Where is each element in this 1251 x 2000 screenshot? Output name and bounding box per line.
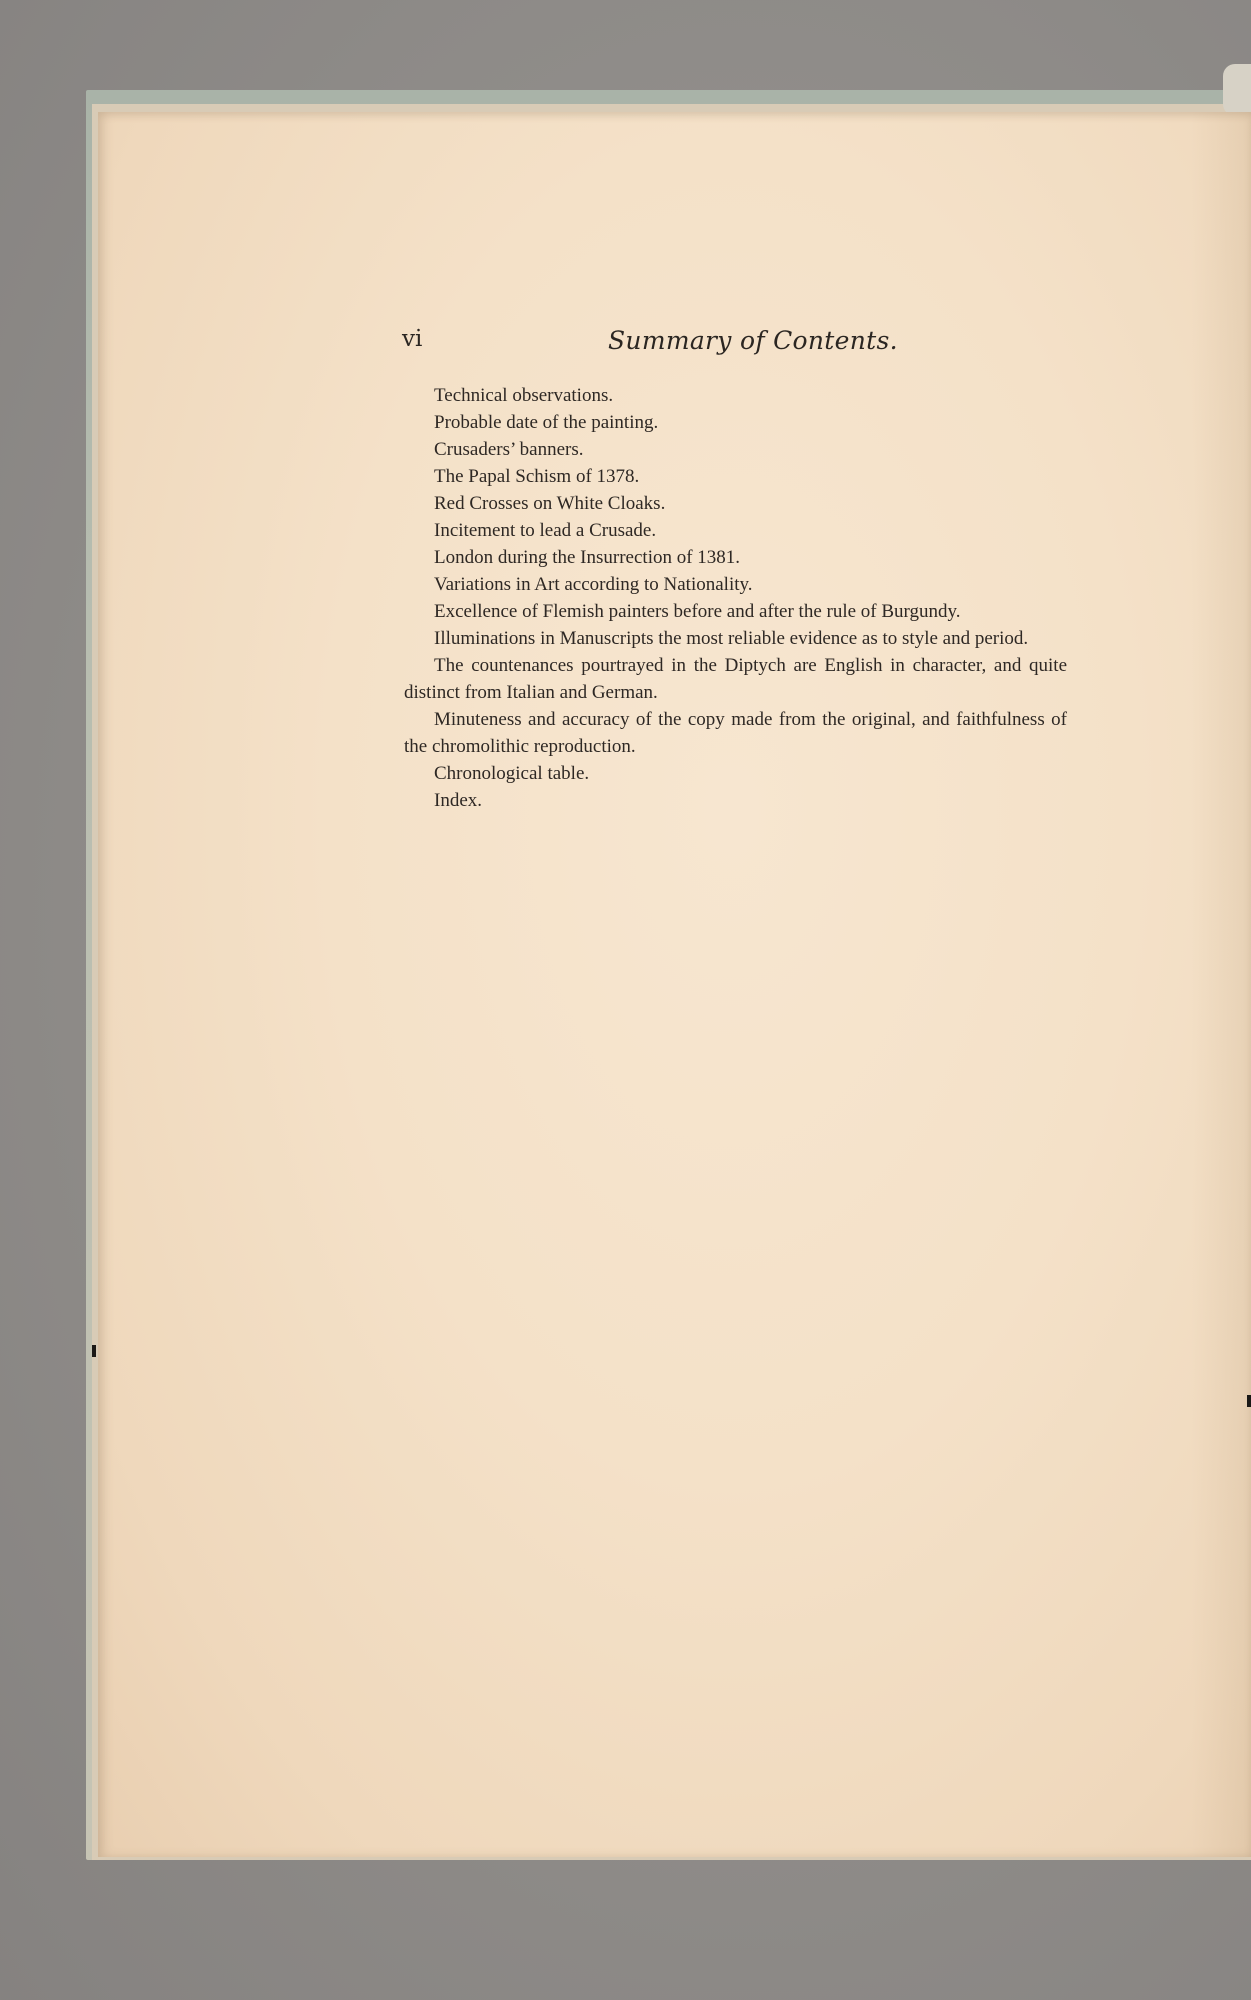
- contents-entry: Variations in Art according to Nationality.: [434, 574, 753, 595]
- book-page: [98, 112, 1251, 1857]
- contents-entry: Incitement to lead a Crusade.: [434, 520, 657, 541]
- ribbon-tab: [1223, 64, 1251, 116]
- contents-entry: The Papal Schism of 1378.: [434, 466, 640, 487]
- page-title: Summary of Contents.: [608, 326, 898, 355]
- contents-entry: Red Crosses on White Cloaks.: [434, 493, 666, 514]
- contents-entry: The countenances pourtrayed in the Diptych are English in character, and quite distinct from Italian and German.: [404, 655, 1067, 703]
- contents-entry: Minuteness and accuracy of the copy made from the original, and faithfulness of the chromolithic reproduction.: [404, 709, 1067, 757]
- gutter-shadow: [1191, 112, 1251, 1857]
- contents-entry: Illuminations in Manuscripts the most reliable evidence as to style and period.: [434, 628, 1029, 649]
- contents-entry: Index.: [434, 790, 483, 811]
- binding-thread-mark: [1247, 1395, 1251, 1407]
- contents-entry: Excellence of Flemish painters before and after the rule of Burgundy.: [434, 601, 961, 622]
- binding-thread-mark: [92, 1345, 96, 1357]
- contents-list: [404, 382, 1067, 814]
- contents-entry: Technical observations.: [434, 385, 614, 406]
- contents-entry: Crusaders’ banners.: [434, 439, 584, 460]
- contents-entry: London during the Insurrection of 1381.: [434, 547, 741, 568]
- running-head: [402, 326, 1068, 360]
- contents-entry: Chronological table.: [434, 763, 590, 784]
- contents-entry: Probable date of the painting.: [434, 412, 659, 433]
- page-number: vi: [402, 326, 423, 352]
